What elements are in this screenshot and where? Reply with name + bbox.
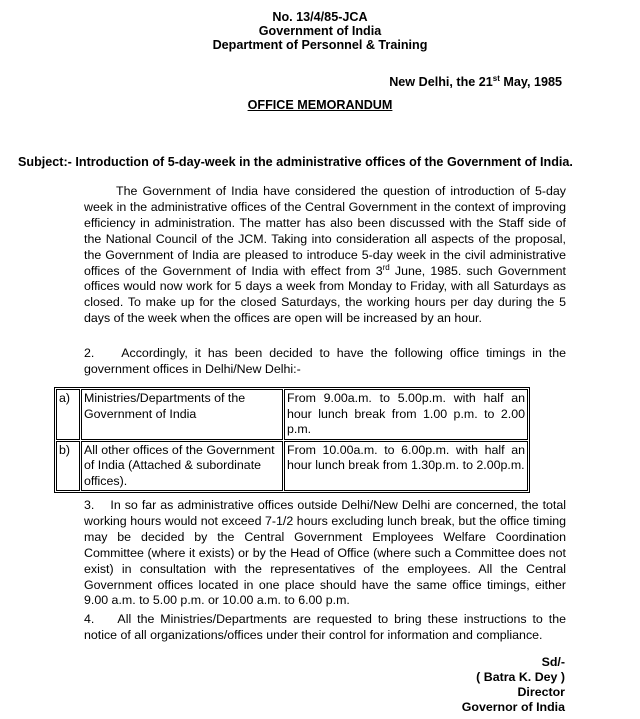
office-timings-table xyxy=(54,387,530,493)
government-name: Government of India xyxy=(258,24,382,38)
paragraph-3: 3. In so far as administrative offices outside Delhi/New Delhi are concerned, the total working hours would not exceed 7-1/2 hours excluding lunch break, but the office timing may be decided by the Central Government Employees Welfare Coordination Committee (where it exists) or by the Head of Office (where such a Committee does not exist) in consultation with the representatives of the employees. All the Central Government offices located in one place should have the same office timings, either 9.00 a.m. to 5.00 p.m. or 10.00 a.m. to 6.00 p.m. xyxy=(84,498,570,608)
table-row xyxy=(56,389,528,440)
paragraph-1 xyxy=(84,184,566,327)
date-prefix: New Delhi, the 21 xyxy=(389,75,493,89)
table-row xyxy=(56,441,528,492)
paragraph-1-ordinal: rd xyxy=(382,262,390,272)
place-and-date xyxy=(389,75,562,89)
subject-line: Subject:- Introduction of 5-day-week in the administrative offices of the Government of India. xyxy=(18,155,573,169)
memo-title: OFFICE MEMORANDUM xyxy=(247,98,393,112)
paragraph-4: 4. All the Ministries/Departments are requested to bring these instructions to the notice of all organizations/offices under their control for information and compliance. xyxy=(84,612,570,642)
date-rest: May, 1985 xyxy=(499,75,562,89)
timing-cell: From 9.00a.m. to 5.00p.m. with half an hour lunch break from 1.00 p.m. to 2.00 p.m. xyxy=(284,389,528,440)
row-index: a) xyxy=(56,389,80,440)
signature-block xyxy=(462,655,565,715)
timing-cell: From 10.00a.m. to 6.00p.m. with half an hour lunch break from 1.30p.m. to 2.00p.m. xyxy=(284,441,528,492)
department-name: Department of Personnel & Training xyxy=(212,38,428,52)
offices-cell: All other offices of the Government of India (Attached & subordinate offices). xyxy=(81,441,283,492)
signed-mark: Sd/- xyxy=(541,655,565,669)
paragraph-1-text-b: June, 1985. such Government offices would now work for 5 days a week from Monday to Friday, with all Saturdays as closed. To make up for the closed Saturdays, the working hours per day during the 5 days of the week when the offices are open will be increased by an hour. xyxy=(84,263,566,326)
signatory-designation: Director xyxy=(517,685,565,699)
signatory-name: ( Batra K. Dey ) xyxy=(476,670,565,684)
signatory-organization: Governor of India xyxy=(461,700,565,714)
offices-cell: Ministries/Departments of the Government of India xyxy=(81,389,283,440)
reference-number: No. 13/4/85-JCA xyxy=(272,10,368,24)
row-index: b) xyxy=(56,441,80,492)
paragraph-1-text-a: The Government of India have considered the question of introduction of 5-day week in the administrative offices of the Central Government in the context of improving efficiency in administration. The matter has also been discussed with the Staff side of the National Council of the JCM. Taking into consideration all aspects of the proposal, the Government of India are pleased to introduce 5-day week in the civil administrative offices of the Government of India with effect from 3 xyxy=(84,184,566,278)
document-header xyxy=(0,10,640,52)
paragraph-2 xyxy=(84,346,570,378)
paragraph-2-text: 2. Accordingly, it has been decided to have the following office timings in the government offices in Delhi/New Delhi:- xyxy=(84,346,570,376)
date-ordinal-suffix: st xyxy=(492,74,500,83)
